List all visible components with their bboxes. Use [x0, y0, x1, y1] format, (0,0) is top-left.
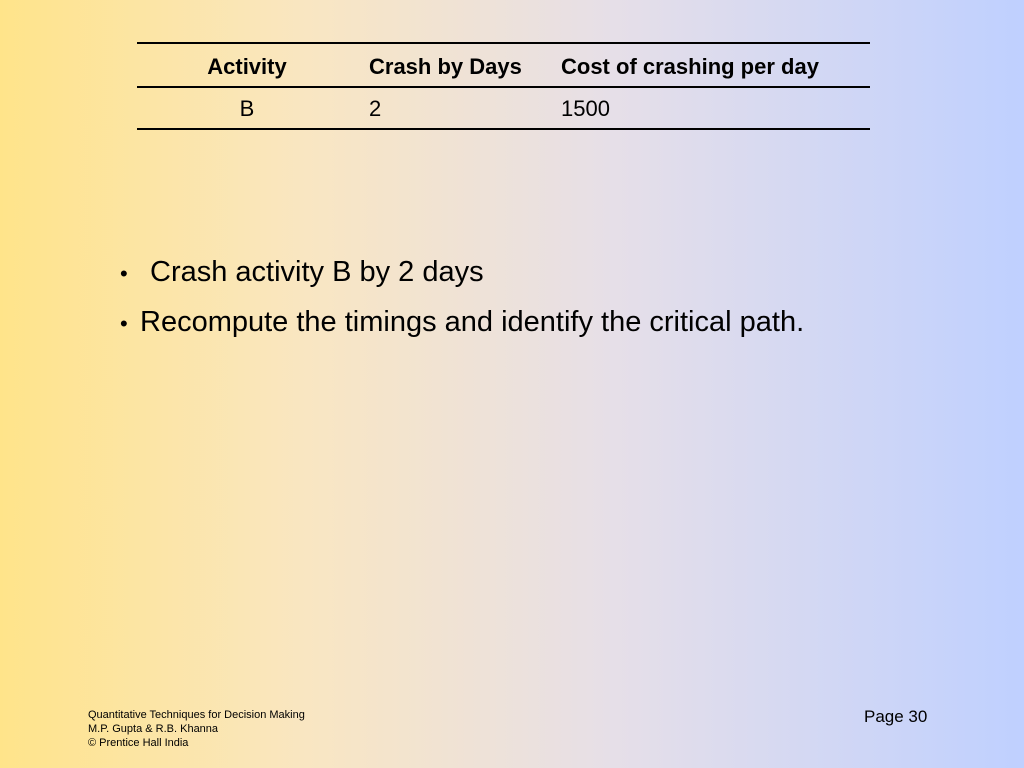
cell-activity: B	[239, 96, 255, 121]
bullet-icon: •	[120, 311, 128, 336]
footer-credits	[88, 708, 305, 750]
table-header-row	[137, 43, 870, 87]
footer-authors: M.P. Gupta & R.B. Khanna	[88, 723, 219, 735]
bullet-text: Recompute the timings and identify the critical path.	[140, 306, 805, 338]
cell-cost: 1500	[561, 96, 610, 121]
bullet-icon: •	[120, 261, 128, 286]
list-item	[120, 256, 980, 306]
page-number: Page 30	[864, 707, 928, 726]
table-row	[137, 87, 870, 129]
header-activity: Activity	[207, 54, 287, 79]
header-crash-by-days: Crash by Days	[369, 54, 522, 79]
cell-crash-days: 2	[369, 96, 382, 121]
crash-table	[137, 42, 870, 130]
bullet-list	[120, 256, 980, 356]
header-cost-of-crashing: Cost of crashing per day	[561, 54, 819, 79]
bullet-text: Crash activity B by 2 days	[150, 256, 484, 288]
footer-publisher: © Prentice Hall India	[88, 737, 189, 749]
footer-book-title: Quantitative Techniques for Decision Making	[88, 709, 305, 721]
list-item	[120, 306, 980, 356]
